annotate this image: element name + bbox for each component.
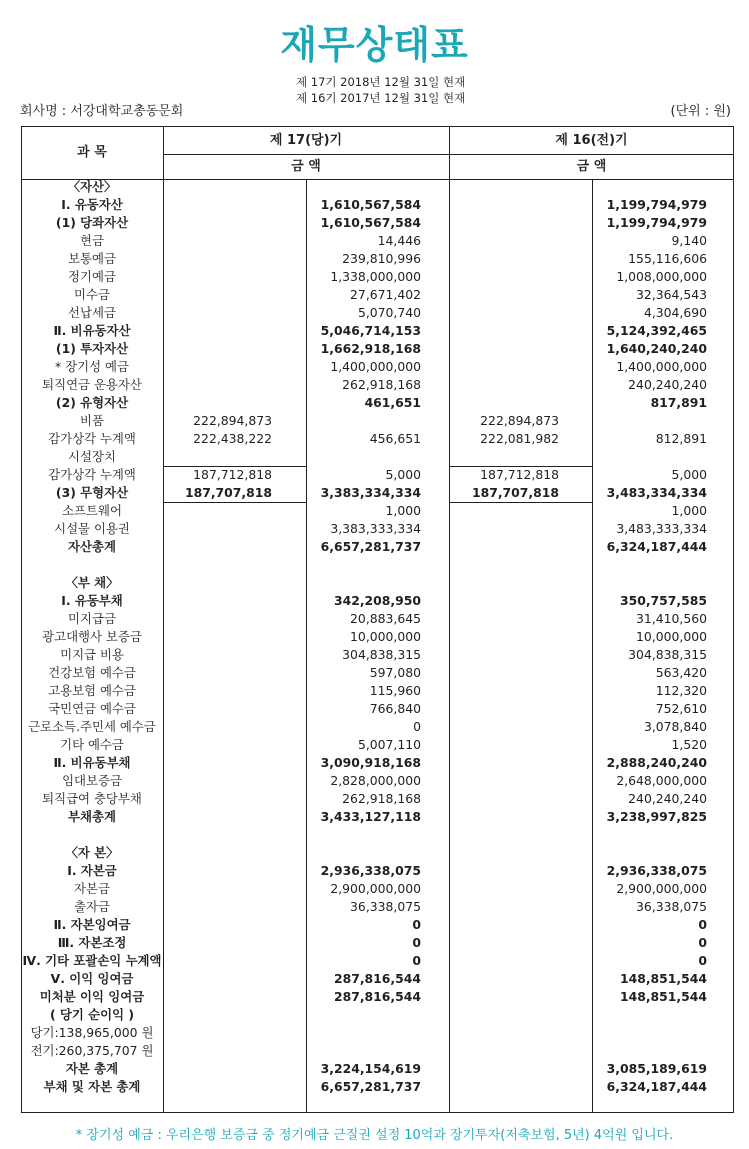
current-amount: 6,657,281,737: [320, 539, 421, 554]
current-amount: 342,208,950: [333, 593, 421, 608]
row-label: Ⅴ. 이익 잉여금: [50, 971, 134, 986]
prior-amount-header: 금 액: [576, 159, 607, 174]
table-row: [0, 592, 749, 610]
current-detail-amount: 187,712,818: [193, 467, 272, 482]
prior-amount: 1,400,000,000: [616, 359, 707, 374]
row-label: Ⅰ. 유동부채: [61, 593, 123, 608]
prior-amount: 240,240,240: [628, 377, 707, 392]
row-label: 비품: [80, 413, 104, 428]
current-amount: 5,046,714,153: [320, 323, 421, 338]
company-name: 회사명 : 서강대학교총동문회: [20, 104, 184, 119]
row-label: Ⅰ. 유동자산: [61, 197, 123, 212]
table-row: [0, 718, 749, 736]
prior-amount: 350,757,585: [619, 593, 707, 608]
table-row: [0, 214, 749, 232]
current-amount-header: 금 액: [291, 159, 321, 174]
row-label: * 장기성 예금: [55, 359, 129, 374]
table-row: [0, 412, 749, 430]
table-row: [0, 268, 749, 286]
row-label: 감가상각 누계액: [48, 467, 136, 482]
prior-period-header: 제 16(전)기: [555, 133, 628, 148]
row-label: 〈자산〉: [67, 179, 117, 194]
table-row: [0, 970, 749, 988]
table-row: [0, 952, 749, 970]
row-label: 자본금: [74, 881, 110, 896]
prior-amount: 817,891: [650, 395, 707, 410]
prior-amount: 148,851,544: [619, 989, 707, 1004]
table-row: [0, 250, 749, 268]
prior-amount: 2,936,338,075: [606, 863, 707, 878]
table-row: [0, 628, 749, 646]
table-row: [0, 1078, 749, 1096]
table-row: [0, 394, 749, 412]
statement-rows: [0, 178, 749, 1096]
prior-amount: 2,900,000,000: [616, 881, 707, 896]
row-label: 현금: [80, 233, 104, 248]
current-amount: 6,657,281,737: [320, 1079, 421, 1094]
period-current: 제 17기 2018년 12월 31일 현재: [296, 75, 466, 89]
table-row: [0, 988, 749, 1006]
prior-amount: 304,838,315: [628, 647, 707, 662]
table-row: [0, 196, 749, 214]
prior-amount: 3,483,333,334: [616, 521, 707, 536]
table-row: [0, 934, 749, 952]
table-row: [0, 790, 749, 808]
row-label: (2) 유형자산: [55, 395, 129, 410]
current-amount: 115,960: [369, 683, 421, 698]
row-label: 기타 예수금: [60, 737, 124, 752]
prior-amount: 3,238,997,825: [606, 809, 707, 824]
row-label: 자산총계: [68, 539, 116, 554]
current-amount: 5,000: [385, 467, 421, 482]
row-label: 정기예금: [68, 269, 116, 284]
table-row: [0, 844, 749, 862]
current-amount: 262,918,168: [342, 791, 421, 806]
current-amount: 3,433,127,118: [320, 809, 421, 824]
table-row: [0, 484, 749, 502]
table-row: [0, 1006, 749, 1024]
current-amount: 5,007,110: [357, 737, 421, 752]
current-amount: 20,883,645: [350, 611, 421, 626]
table-row: [0, 322, 749, 340]
row-label: 미지급금: [68, 611, 116, 626]
row-label: 자본 총계: [65, 1061, 119, 1076]
row-label: (1) 당좌자산: [55, 215, 129, 230]
prior-amount: 812,891: [655, 431, 707, 446]
current-amount: 461,651: [364, 395, 421, 410]
current-amount: 287,816,544: [333, 989, 421, 1004]
row-label: 미수금: [74, 287, 110, 302]
prior-amount: 4,304,690: [643, 305, 707, 320]
prior-amount: 32,364,543: [636, 287, 707, 302]
row-label: Ⅱ. 비유동자산: [53, 323, 131, 338]
table-row: [0, 646, 749, 664]
table-row: [0, 520, 749, 538]
prior-amount: 6,324,187,444: [606, 1079, 707, 1094]
current-amount: 0: [412, 935, 421, 950]
prior-amount: 5,124,392,465: [606, 323, 707, 338]
table-row: [0, 466, 749, 484]
prior-detail-amount: 222,894,873: [480, 413, 559, 428]
current-amount: 1,338,000,000: [330, 269, 421, 284]
row-label: 선납세금: [68, 305, 116, 320]
row-label: Ⅱ. 비유동부채: [53, 755, 131, 770]
current-amount: 1,610,567,584: [320, 215, 421, 230]
table-row: [0, 862, 749, 880]
table-row: [0, 772, 749, 790]
row-label: 미지급 비용: [60, 647, 124, 662]
row-label: 건강보험 예수금: [48, 665, 136, 680]
current-amount: 3,383,334,334: [320, 485, 421, 500]
current-amount: 3,090,918,168: [320, 755, 421, 770]
row-label: 근로소득.주민세 예수금: [28, 719, 156, 734]
row-label: 감가상각 누계액: [48, 431, 136, 446]
current-amount: 2,936,338,075: [320, 863, 421, 878]
prior-amount: 1,520: [671, 737, 707, 752]
subject-header: 과 목: [77, 145, 107, 160]
row-label: 시설물 이용권: [54, 521, 130, 536]
current-amount: 1,000: [385, 503, 421, 518]
current-amount: 2,900,000,000: [330, 881, 421, 896]
row-label: Ⅱ. 자본잉여금: [53, 917, 131, 932]
row-label: 〈자 본〉: [65, 845, 119, 860]
prior-amount: 3,483,334,334: [606, 485, 707, 500]
current-amount: 36,338,075: [350, 899, 421, 914]
current-amount: 0: [413, 719, 421, 734]
prior-amount: 0: [698, 935, 707, 950]
table-row: [0, 574, 749, 592]
current-amount: 766,840: [369, 701, 421, 716]
table-row: [0, 538, 749, 556]
prior-amount: 752,610: [655, 701, 707, 716]
prior-amount: 112,320: [655, 683, 707, 698]
prior-amount: 9,140: [671, 233, 707, 248]
table-row: [0, 1060, 749, 1078]
current-amount: 3,224,154,619: [320, 1061, 421, 1076]
row-label: 시설장치: [68, 449, 116, 464]
table-row: [0, 376, 749, 394]
current-amount: 1,610,567,584: [320, 197, 421, 212]
row-label: Ⅳ. 기타 포괄손익 누계액: [22, 953, 162, 968]
prior-amount: 155,116,606: [628, 251, 707, 266]
table-row: [0, 448, 749, 466]
row-label: Ⅲ. 자본조정: [57, 935, 127, 950]
row-label: 전기:260,375,707 원: [30, 1043, 154, 1058]
current-detail-amount: 222,894,873: [193, 413, 272, 428]
current-amount: 597,080: [369, 665, 421, 680]
row-label: 광고대행사 보증금: [42, 629, 142, 644]
current-amount: 5,070,740: [357, 305, 421, 320]
prior-amount: 36,338,075: [636, 899, 707, 914]
row-label: Ⅰ. 자본금: [67, 863, 117, 878]
row-label: 부채총계: [68, 809, 116, 824]
table-row: [0, 664, 749, 682]
table-row: [0, 286, 749, 304]
current-amount: 287,816,544: [333, 971, 421, 986]
prior-amount: 563,420: [655, 665, 707, 680]
prior-amount: 0: [698, 953, 707, 968]
table-row: [0, 304, 749, 322]
row-label: (3) 무형자산: [55, 485, 129, 500]
current-amount: 10,000,000: [350, 629, 421, 644]
row-label: 미처분 이익 잉여금: [39, 989, 145, 1004]
table-row: [0, 700, 749, 718]
row-label: 보통예금: [68, 251, 116, 266]
current-amount: 0: [412, 953, 421, 968]
current-amount: 27,671,402: [350, 287, 421, 302]
period-prior: 제 16기 2017년 12월 31일 현재: [296, 91, 466, 105]
prior-amount: 6,324,187,444: [606, 539, 707, 554]
current-amount: 239,810,996: [342, 251, 421, 266]
row-label: 부채 및 자본 총계: [43, 1079, 141, 1094]
prior-detail-amount: 187,707,818: [471, 485, 559, 500]
prior-amount: 240,240,240: [628, 791, 707, 806]
current-amount: 304,838,315: [342, 647, 421, 662]
prior-amount: 1,008,000,000: [616, 269, 707, 284]
table-row: [0, 430, 749, 448]
prior-amount: 10,000,000: [636, 629, 707, 644]
row-label: 퇴직연금 운용자산: [42, 377, 142, 392]
table-row: [0, 880, 749, 898]
table-row: [0, 178, 749, 196]
table-row: [0, 1024, 749, 1042]
row-label: 당기:138,965,000 원: [30, 1025, 154, 1040]
prior-amount: 5,000: [671, 467, 707, 482]
table-row: [0, 916, 749, 934]
current-amount: 262,918,168: [342, 377, 421, 392]
current-amount: 2,828,000,000: [330, 773, 421, 788]
prior-amount: 3,078,840: [643, 719, 707, 734]
row-label: 국민연금 예수금: [48, 701, 136, 716]
row-label: 퇴직급여 충당부채: [42, 791, 142, 806]
row-label: 〈부 채〉: [65, 575, 119, 590]
current-amount: 1,662,918,168: [320, 341, 421, 356]
current-period-header: 제 17(당)기: [269, 133, 343, 148]
table-row: [0, 1042, 749, 1060]
row-label: 임대보증금: [62, 773, 122, 788]
table-row: [0, 754, 749, 772]
current-amount: 456,651: [369, 431, 421, 446]
current-amount: 1,400,000,000: [330, 359, 421, 374]
prior-amount: 2,648,000,000: [616, 773, 707, 788]
prior-detail-amount: 222,081,982: [480, 431, 559, 446]
current-amount: 14,446: [377, 233, 421, 248]
table-row: [0, 682, 749, 700]
current-detail-amount: 222,438,222: [193, 431, 272, 446]
current-amount: 3,383,333,334: [330, 521, 421, 536]
page-title: 재무상태표: [280, 23, 469, 67]
row-label: 고용보험 예수금: [48, 683, 136, 698]
table-row: [0, 898, 749, 916]
table-row: [0, 502, 749, 520]
prior-amount: 1,199,794,979: [606, 215, 707, 230]
reporting-period: [296, 74, 465, 106]
table-row: [0, 610, 749, 628]
row-label: 소프트웨어: [62, 503, 122, 518]
current-amount: 0: [412, 917, 421, 932]
prior-detail-amount: 187,712,818: [480, 467, 559, 482]
prior-amount: 148,851,544: [619, 971, 707, 986]
table-row: [0, 358, 749, 376]
row-label: 출자금: [74, 899, 110, 914]
prior-amount: 1,000: [671, 503, 707, 518]
prior-amount: 1,199,794,979: [606, 197, 707, 212]
table-row: [0, 340, 749, 358]
prior-amount: 31,410,560: [636, 611, 707, 626]
prior-amount: 0: [698, 917, 707, 932]
footnote: * 장기성 예금 : 우리은행 보증금 중 정기예금 근질권 설정 10억과 장기투자(저축보험, 5년) 4억원 입니다.: [75, 1128, 674, 1143]
table-row: [0, 232, 749, 250]
row-label: (1) 투자자산: [55, 341, 129, 356]
current-detail-amount: 187,707,818: [184, 485, 272, 500]
prior-amount: 2,888,240,240: [606, 755, 707, 770]
table-row: [0, 826, 749, 844]
table-row: [0, 556, 749, 574]
table-row: [0, 808, 749, 826]
table-row: [0, 736, 749, 754]
unit-label: (단위 : 원): [670, 104, 731, 119]
prior-amount: 3,085,189,619: [606, 1061, 707, 1076]
prior-amount: 1,640,240,240: [606, 341, 707, 356]
row-label: ( 당기 순이익 ): [49, 1007, 135, 1022]
